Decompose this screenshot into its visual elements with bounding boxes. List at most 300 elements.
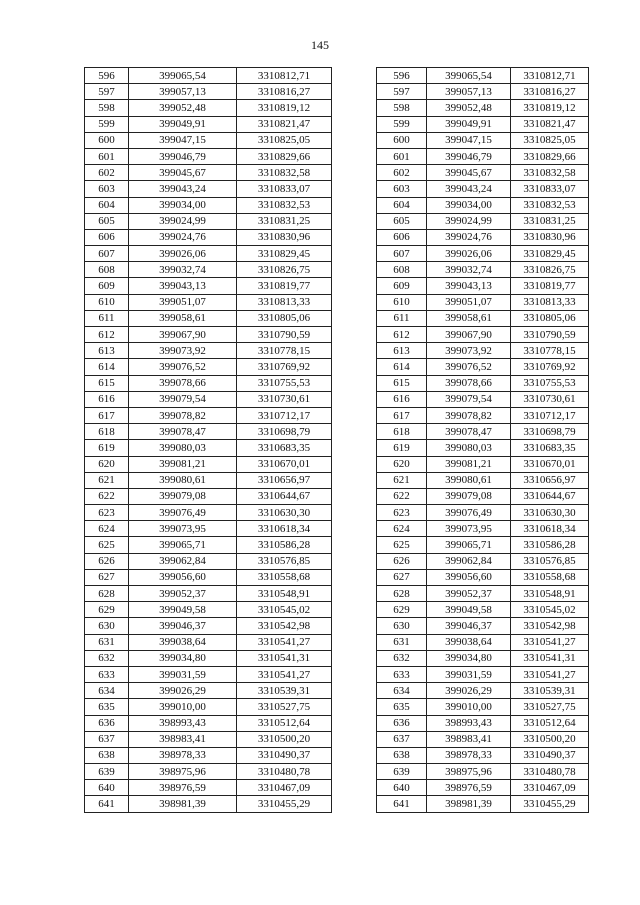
y-coordinate-cell: 3310618,34: [237, 521, 332, 537]
y-coordinate-cell: 3310832,58: [237, 165, 332, 181]
x-coordinate-cell: 398993,43: [129, 715, 237, 731]
x-coordinate-cell: 399045,67: [129, 165, 237, 181]
point-number-cell: 617: [377, 407, 427, 423]
y-coordinate-cell: 3310586,28: [511, 537, 589, 553]
x-coordinate-cell: 399026,29: [129, 683, 237, 699]
y-coordinate-cell: 3310816,27: [511, 84, 589, 100]
y-coordinate-cell: 3310830,96: [511, 229, 589, 245]
table-row: [377, 100, 589, 116]
point-number-cell: 619: [85, 440, 129, 456]
table-row: [377, 343, 589, 359]
point-number-cell: 612: [377, 327, 427, 343]
table-row: [377, 359, 589, 375]
table-row: [85, 683, 332, 699]
table-row: [377, 699, 589, 715]
x-coordinate-cell: 399026,06: [427, 246, 511, 262]
table-row: [85, 569, 332, 585]
y-coordinate-cell: 3310821,47: [237, 116, 332, 132]
x-coordinate-cell: 399058,61: [427, 310, 511, 326]
point-number-cell: 640: [85, 780, 129, 796]
y-coordinate-cell: 3310542,98: [237, 618, 332, 634]
point-number-cell: 639: [85, 764, 129, 780]
y-coordinate-cell: 3310630,30: [511, 505, 589, 521]
y-coordinate-cell: 3310541,31: [237, 650, 332, 666]
point-number-cell: 633: [377, 666, 427, 682]
x-coordinate-cell: 399065,54: [129, 68, 237, 84]
y-coordinate-cell: 3310548,91: [237, 586, 332, 602]
point-number-cell: 633: [85, 666, 129, 682]
y-coordinate-cell: 3310826,75: [511, 262, 589, 278]
x-coordinate-cell: 399049,91: [129, 116, 237, 132]
table-row: [85, 84, 332, 100]
x-coordinate-cell: 399056,60: [427, 569, 511, 585]
x-coordinate-cell: 399079,08: [129, 488, 237, 504]
y-coordinate-cell: 3310829,66: [511, 148, 589, 164]
x-coordinate-cell: 398993,43: [427, 715, 511, 731]
x-coordinate-cell: 398981,39: [427, 796, 511, 812]
point-number-cell: 631: [85, 634, 129, 650]
x-coordinate-cell: 399078,47: [129, 424, 237, 440]
x-coordinate-cell: 399073,92: [427, 343, 511, 359]
point-number-cell: 626: [377, 553, 427, 569]
table-row: [85, 586, 332, 602]
y-coordinate-cell: 3310618,34: [511, 521, 589, 537]
point-number-cell: 624: [377, 521, 427, 537]
table-row: [377, 505, 589, 521]
table-row: [377, 246, 589, 262]
table-row: [377, 165, 589, 181]
point-number-cell: 638: [85, 747, 129, 763]
y-coordinate-cell: 3310539,31: [237, 683, 332, 699]
y-coordinate-cell: 3310819,77: [511, 278, 589, 294]
table-row: [377, 229, 589, 245]
y-coordinate-cell: 3310490,37: [511, 747, 589, 763]
point-number-cell: 600: [377, 132, 427, 148]
point-number-cell: 603: [377, 181, 427, 197]
x-coordinate-cell: 399079,54: [427, 391, 511, 407]
point-number-cell: 608: [377, 262, 427, 278]
x-coordinate-cell: 399080,03: [427, 440, 511, 456]
y-coordinate-cell: 3310769,92: [237, 359, 332, 375]
y-coordinate-cell: 3310480,78: [511, 764, 589, 780]
x-coordinate-cell: 399081,21: [427, 456, 511, 472]
point-number-cell: 621: [85, 472, 129, 488]
table-row: [85, 666, 332, 682]
x-coordinate-cell: 399049,91: [427, 116, 511, 132]
x-coordinate-cell: 399043,24: [129, 181, 237, 197]
y-coordinate-cell: 3310656,97: [511, 472, 589, 488]
point-number-cell: 597: [377, 84, 427, 100]
y-coordinate-cell: 3310512,64: [511, 715, 589, 731]
y-coordinate-cell: 3310813,33: [511, 294, 589, 310]
x-coordinate-cell: 399051,07: [129, 294, 237, 310]
table-row: [85, 424, 332, 440]
table-row: [377, 618, 589, 634]
y-coordinate-cell: 3310630,30: [237, 505, 332, 521]
y-coordinate-cell: 3310455,29: [511, 796, 589, 812]
table-row: [85, 197, 332, 213]
table-row: [85, 407, 332, 423]
x-coordinate-cell: 399024,99: [129, 213, 237, 229]
point-number-cell: 603: [85, 181, 129, 197]
table-row: [85, 505, 332, 521]
y-coordinate-cell: 3310480,78: [237, 764, 332, 780]
point-number-cell: 623: [85, 505, 129, 521]
table-row: [85, 747, 332, 763]
table-row: [85, 472, 332, 488]
x-coordinate-cell: 399078,82: [427, 407, 511, 423]
x-coordinate-cell: 399043,13: [427, 278, 511, 294]
table-row: [377, 424, 589, 440]
x-coordinate-cell: 399065,54: [427, 68, 511, 84]
x-coordinate-cell: 399073,95: [427, 521, 511, 537]
page-number: 145: [311, 38, 329, 52]
x-coordinate-cell: 399051,07: [427, 294, 511, 310]
y-coordinate-cell: 3310812,71: [511, 68, 589, 84]
y-coordinate-cell: 3310755,53: [511, 375, 589, 391]
y-coordinate-cell: 3310698,79: [511, 424, 589, 440]
y-coordinate-cell: 3310832,58: [511, 165, 589, 181]
point-number-cell: 615: [377, 375, 427, 391]
point-number-cell: 611: [377, 310, 427, 326]
y-coordinate-cell: 3310545,02: [511, 602, 589, 618]
y-coordinate-cell: 3310512,64: [237, 715, 332, 731]
x-coordinate-cell: 399043,24: [427, 181, 511, 197]
point-number-cell: 631: [377, 634, 427, 650]
table-row: [85, 618, 332, 634]
table-row: [377, 440, 589, 456]
x-coordinate-cell: 399032,74: [427, 262, 511, 278]
table-row: [377, 780, 589, 796]
table-row: [377, 391, 589, 407]
coordinates-table-left-body: [85, 68, 332, 813]
y-coordinate-cell: 3310833,07: [511, 181, 589, 197]
y-coordinate-cell: 3310769,92: [511, 359, 589, 375]
y-coordinate-cell: 3310539,31: [511, 683, 589, 699]
x-coordinate-cell: 399026,06: [129, 246, 237, 262]
point-number-cell: 622: [377, 488, 427, 504]
point-number-cell: 637: [377, 731, 427, 747]
point-number-cell: 634: [377, 683, 427, 699]
point-number-cell: 606: [85, 229, 129, 245]
x-coordinate-cell: 399031,59: [427, 666, 511, 682]
y-coordinate-cell: 3310829,45: [511, 246, 589, 262]
point-number-cell: 607: [85, 246, 129, 262]
point-number-cell: 632: [85, 650, 129, 666]
y-coordinate-cell: 3310541,27: [511, 666, 589, 682]
y-coordinate-cell: 3310698,79: [237, 424, 332, 440]
table-row: [377, 586, 589, 602]
x-coordinate-cell: 399046,37: [427, 618, 511, 634]
point-number-cell: 618: [85, 424, 129, 440]
x-coordinate-cell: 399038,64: [427, 634, 511, 650]
table-row: [377, 472, 589, 488]
x-coordinate-cell: 399057,13: [129, 84, 237, 100]
x-coordinate-cell: 399052,37: [427, 586, 511, 602]
x-coordinate-cell: 399058,61: [129, 310, 237, 326]
coordinates-table-right: [376, 67, 589, 813]
point-number-cell: 620: [85, 456, 129, 472]
point-number-cell: 612: [85, 327, 129, 343]
table-row: [377, 569, 589, 585]
table-row: [377, 650, 589, 666]
point-number-cell: 624: [85, 521, 129, 537]
x-coordinate-cell: 398976,59: [129, 780, 237, 796]
x-coordinate-cell: 399049,58: [427, 602, 511, 618]
x-coordinate-cell: 399052,48: [129, 100, 237, 116]
point-number-cell: 640: [377, 780, 427, 796]
point-number-cell: 609: [377, 278, 427, 294]
table-row: [377, 602, 589, 618]
x-coordinate-cell: 399079,08: [427, 488, 511, 504]
y-coordinate-cell: 3310832,53: [511, 197, 589, 213]
point-number-cell: 607: [377, 246, 427, 262]
x-coordinate-cell: 399032,74: [129, 262, 237, 278]
y-coordinate-cell: 3310831,25: [237, 213, 332, 229]
y-coordinate-cell: 3310541,27: [237, 634, 332, 650]
point-number-cell: 605: [85, 213, 129, 229]
y-coordinate-cell: 3310790,59: [237, 327, 332, 343]
x-coordinate-cell: 399057,13: [427, 84, 511, 100]
table-row: [377, 764, 589, 780]
table-row: [377, 456, 589, 472]
y-coordinate-cell: 3310683,35: [511, 440, 589, 456]
x-coordinate-cell: 399062,84: [427, 553, 511, 569]
y-coordinate-cell: 3310576,85: [511, 553, 589, 569]
x-coordinate-cell: 399078,66: [427, 375, 511, 391]
x-coordinate-cell: 399031,59: [129, 666, 237, 682]
point-number-cell: 641: [377, 796, 427, 812]
x-coordinate-cell: 399076,52: [129, 359, 237, 375]
table-row: [85, 764, 332, 780]
point-number-cell: 634: [85, 683, 129, 699]
point-number-cell: 598: [377, 100, 427, 116]
y-coordinate-cell: 3310542,98: [511, 618, 589, 634]
point-number-cell: 601: [85, 148, 129, 164]
table-row: [377, 666, 589, 682]
table-row: [377, 537, 589, 553]
table-row: [85, 488, 332, 504]
y-coordinate-cell: 3310826,75: [237, 262, 332, 278]
x-coordinate-cell: 399078,66: [129, 375, 237, 391]
y-coordinate-cell: 3310712,17: [237, 407, 332, 423]
table-row: [85, 68, 332, 84]
table-row: [377, 148, 589, 164]
point-number-cell: 632: [377, 650, 427, 666]
y-coordinate-cell: 3310527,75: [511, 699, 589, 715]
point-number-cell: 630: [85, 618, 129, 634]
x-coordinate-cell: 398975,96: [129, 764, 237, 780]
x-coordinate-cell: 399034,00: [129, 197, 237, 213]
x-coordinate-cell: 398978,33: [427, 747, 511, 763]
point-number-cell: 606: [377, 229, 427, 245]
point-number-cell: 621: [377, 472, 427, 488]
y-coordinate-cell: 3310545,02: [237, 602, 332, 618]
x-coordinate-cell: 399076,49: [129, 505, 237, 521]
y-coordinate-cell: 3310805,06: [511, 310, 589, 326]
table-row: [377, 634, 589, 650]
x-coordinate-cell: 399067,90: [427, 327, 511, 343]
point-number-cell: 627: [377, 569, 427, 585]
y-coordinate-cell: 3310644,67: [237, 488, 332, 504]
y-coordinate-cell: 3310829,66: [237, 148, 332, 164]
point-number-cell: 615: [85, 375, 129, 391]
point-number-cell: 630: [377, 618, 427, 634]
point-number-cell: 617: [85, 407, 129, 423]
point-number-cell: 626: [85, 553, 129, 569]
table-row: [85, 440, 332, 456]
y-coordinate-cell: 3310683,35: [237, 440, 332, 456]
y-coordinate-cell: 3310670,01: [511, 456, 589, 472]
point-number-cell: 611: [85, 310, 129, 326]
x-coordinate-cell: 399081,21: [129, 456, 237, 472]
point-number-cell: 623: [377, 505, 427, 521]
table-row: [85, 278, 332, 294]
x-coordinate-cell: 399047,15: [129, 132, 237, 148]
table-row: [85, 310, 332, 326]
table-row: [85, 521, 332, 537]
point-number-cell: 596: [377, 68, 427, 84]
point-number-cell: 635: [85, 699, 129, 715]
point-number-cell: 596: [85, 68, 129, 84]
point-number-cell: 638: [377, 747, 427, 763]
y-coordinate-cell: 3310825,05: [237, 132, 332, 148]
x-coordinate-cell: 399056,60: [129, 569, 237, 585]
y-coordinate-cell: 3310819,77: [237, 278, 332, 294]
point-number-cell: 610: [85, 294, 129, 310]
point-number-cell: 619: [377, 440, 427, 456]
point-number-cell: 608: [85, 262, 129, 278]
point-number-cell: 613: [377, 343, 427, 359]
y-coordinate-cell: 3310541,27: [511, 634, 589, 650]
table-row: [85, 132, 332, 148]
point-number-cell: 599: [85, 116, 129, 132]
table-row: [377, 683, 589, 699]
point-number-cell: 635: [377, 699, 427, 715]
point-number-cell: 597: [85, 84, 129, 100]
x-coordinate-cell: 399026,29: [427, 683, 511, 699]
table-row: [85, 553, 332, 569]
point-number-cell: 610: [377, 294, 427, 310]
point-number-cell: 622: [85, 488, 129, 504]
x-coordinate-cell: 399024,76: [129, 229, 237, 245]
y-coordinate-cell: 3310467,09: [511, 780, 589, 796]
x-coordinate-cell: 399062,84: [129, 553, 237, 569]
table-row: [85, 213, 332, 229]
x-coordinate-cell: 399080,61: [129, 472, 237, 488]
point-number-cell: 636: [85, 715, 129, 731]
y-coordinate-cell: 3310500,20: [511, 731, 589, 747]
table-row: [85, 391, 332, 407]
x-coordinate-cell: 399046,79: [129, 148, 237, 164]
table-row: [377, 375, 589, 391]
x-coordinate-cell: 399078,47: [427, 424, 511, 440]
y-coordinate-cell: 3310778,15: [511, 343, 589, 359]
x-coordinate-cell: 399052,37: [129, 586, 237, 602]
y-coordinate-cell: 3310558,68: [237, 569, 332, 585]
table-row: [85, 165, 332, 181]
table-row: [377, 521, 589, 537]
y-coordinate-cell: 3310455,29: [237, 796, 332, 812]
table-row: [377, 310, 589, 326]
x-coordinate-cell: 399010,00: [427, 699, 511, 715]
x-coordinate-cell: 399043,13: [129, 278, 237, 294]
y-coordinate-cell: 3310819,12: [511, 100, 589, 116]
x-coordinate-cell: 399073,95: [129, 521, 237, 537]
point-number-cell: 616: [85, 391, 129, 407]
y-coordinate-cell: 3310490,37: [237, 747, 332, 763]
table-row: [377, 116, 589, 132]
table-row: [85, 181, 332, 197]
point-number-cell: 636: [377, 715, 427, 731]
y-coordinate-cell: 3310586,28: [237, 537, 332, 553]
x-coordinate-cell: 399079,54: [129, 391, 237, 407]
y-coordinate-cell: 3310541,27: [237, 666, 332, 682]
point-number-cell: 602: [85, 165, 129, 181]
table-row: [377, 747, 589, 763]
x-coordinate-cell: 399076,52: [427, 359, 511, 375]
table-row: [85, 715, 332, 731]
y-coordinate-cell: 3310548,91: [511, 586, 589, 602]
y-coordinate-cell: 3310712,17: [511, 407, 589, 423]
point-number-cell: 601: [377, 148, 427, 164]
y-coordinate-cell: 3310730,61: [237, 391, 332, 407]
point-number-cell: 598: [85, 100, 129, 116]
x-coordinate-cell: 398983,41: [427, 731, 511, 747]
table-row: [85, 262, 332, 278]
point-number-cell: 641: [85, 796, 129, 812]
x-coordinate-cell: 398975,96: [427, 764, 511, 780]
table-row: [377, 68, 589, 84]
table-row: [377, 197, 589, 213]
table-row: [377, 327, 589, 343]
point-number-cell: 637: [85, 731, 129, 747]
x-coordinate-cell: 399065,71: [427, 537, 511, 553]
table-row: [85, 796, 332, 812]
x-coordinate-cell: 399034,80: [427, 650, 511, 666]
y-coordinate-cell: 3310825,05: [511, 132, 589, 148]
table-row: [85, 327, 332, 343]
point-number-cell: 614: [377, 359, 427, 375]
table-row: [377, 132, 589, 148]
point-number-cell: 616: [377, 391, 427, 407]
point-number-cell: 625: [377, 537, 427, 553]
y-coordinate-cell: 3310576,85: [237, 553, 332, 569]
point-number-cell: 639: [377, 764, 427, 780]
table-row: [377, 84, 589, 100]
y-coordinate-cell: 3310813,33: [237, 294, 332, 310]
y-coordinate-cell: 3310730,61: [511, 391, 589, 407]
x-coordinate-cell: 399080,61: [427, 472, 511, 488]
point-number-cell: 628: [377, 586, 427, 602]
point-number-cell: 602: [377, 165, 427, 181]
x-coordinate-cell: 399080,03: [129, 440, 237, 456]
y-coordinate-cell: 3310821,47: [511, 116, 589, 132]
x-coordinate-cell: 398978,33: [129, 747, 237, 763]
y-coordinate-cell: 3310832,53: [237, 197, 332, 213]
y-coordinate-cell: 3310830,96: [237, 229, 332, 245]
table-row: [85, 343, 332, 359]
table-row: [377, 731, 589, 747]
y-coordinate-cell: 3310819,12: [237, 100, 332, 116]
table-row: [85, 456, 332, 472]
point-number-cell: 625: [85, 537, 129, 553]
x-coordinate-cell: 398981,39: [129, 796, 237, 812]
x-coordinate-cell: 398983,41: [129, 731, 237, 747]
x-coordinate-cell: 399045,67: [427, 165, 511, 181]
y-coordinate-cell: 3310541,31: [511, 650, 589, 666]
table-row: [85, 650, 332, 666]
